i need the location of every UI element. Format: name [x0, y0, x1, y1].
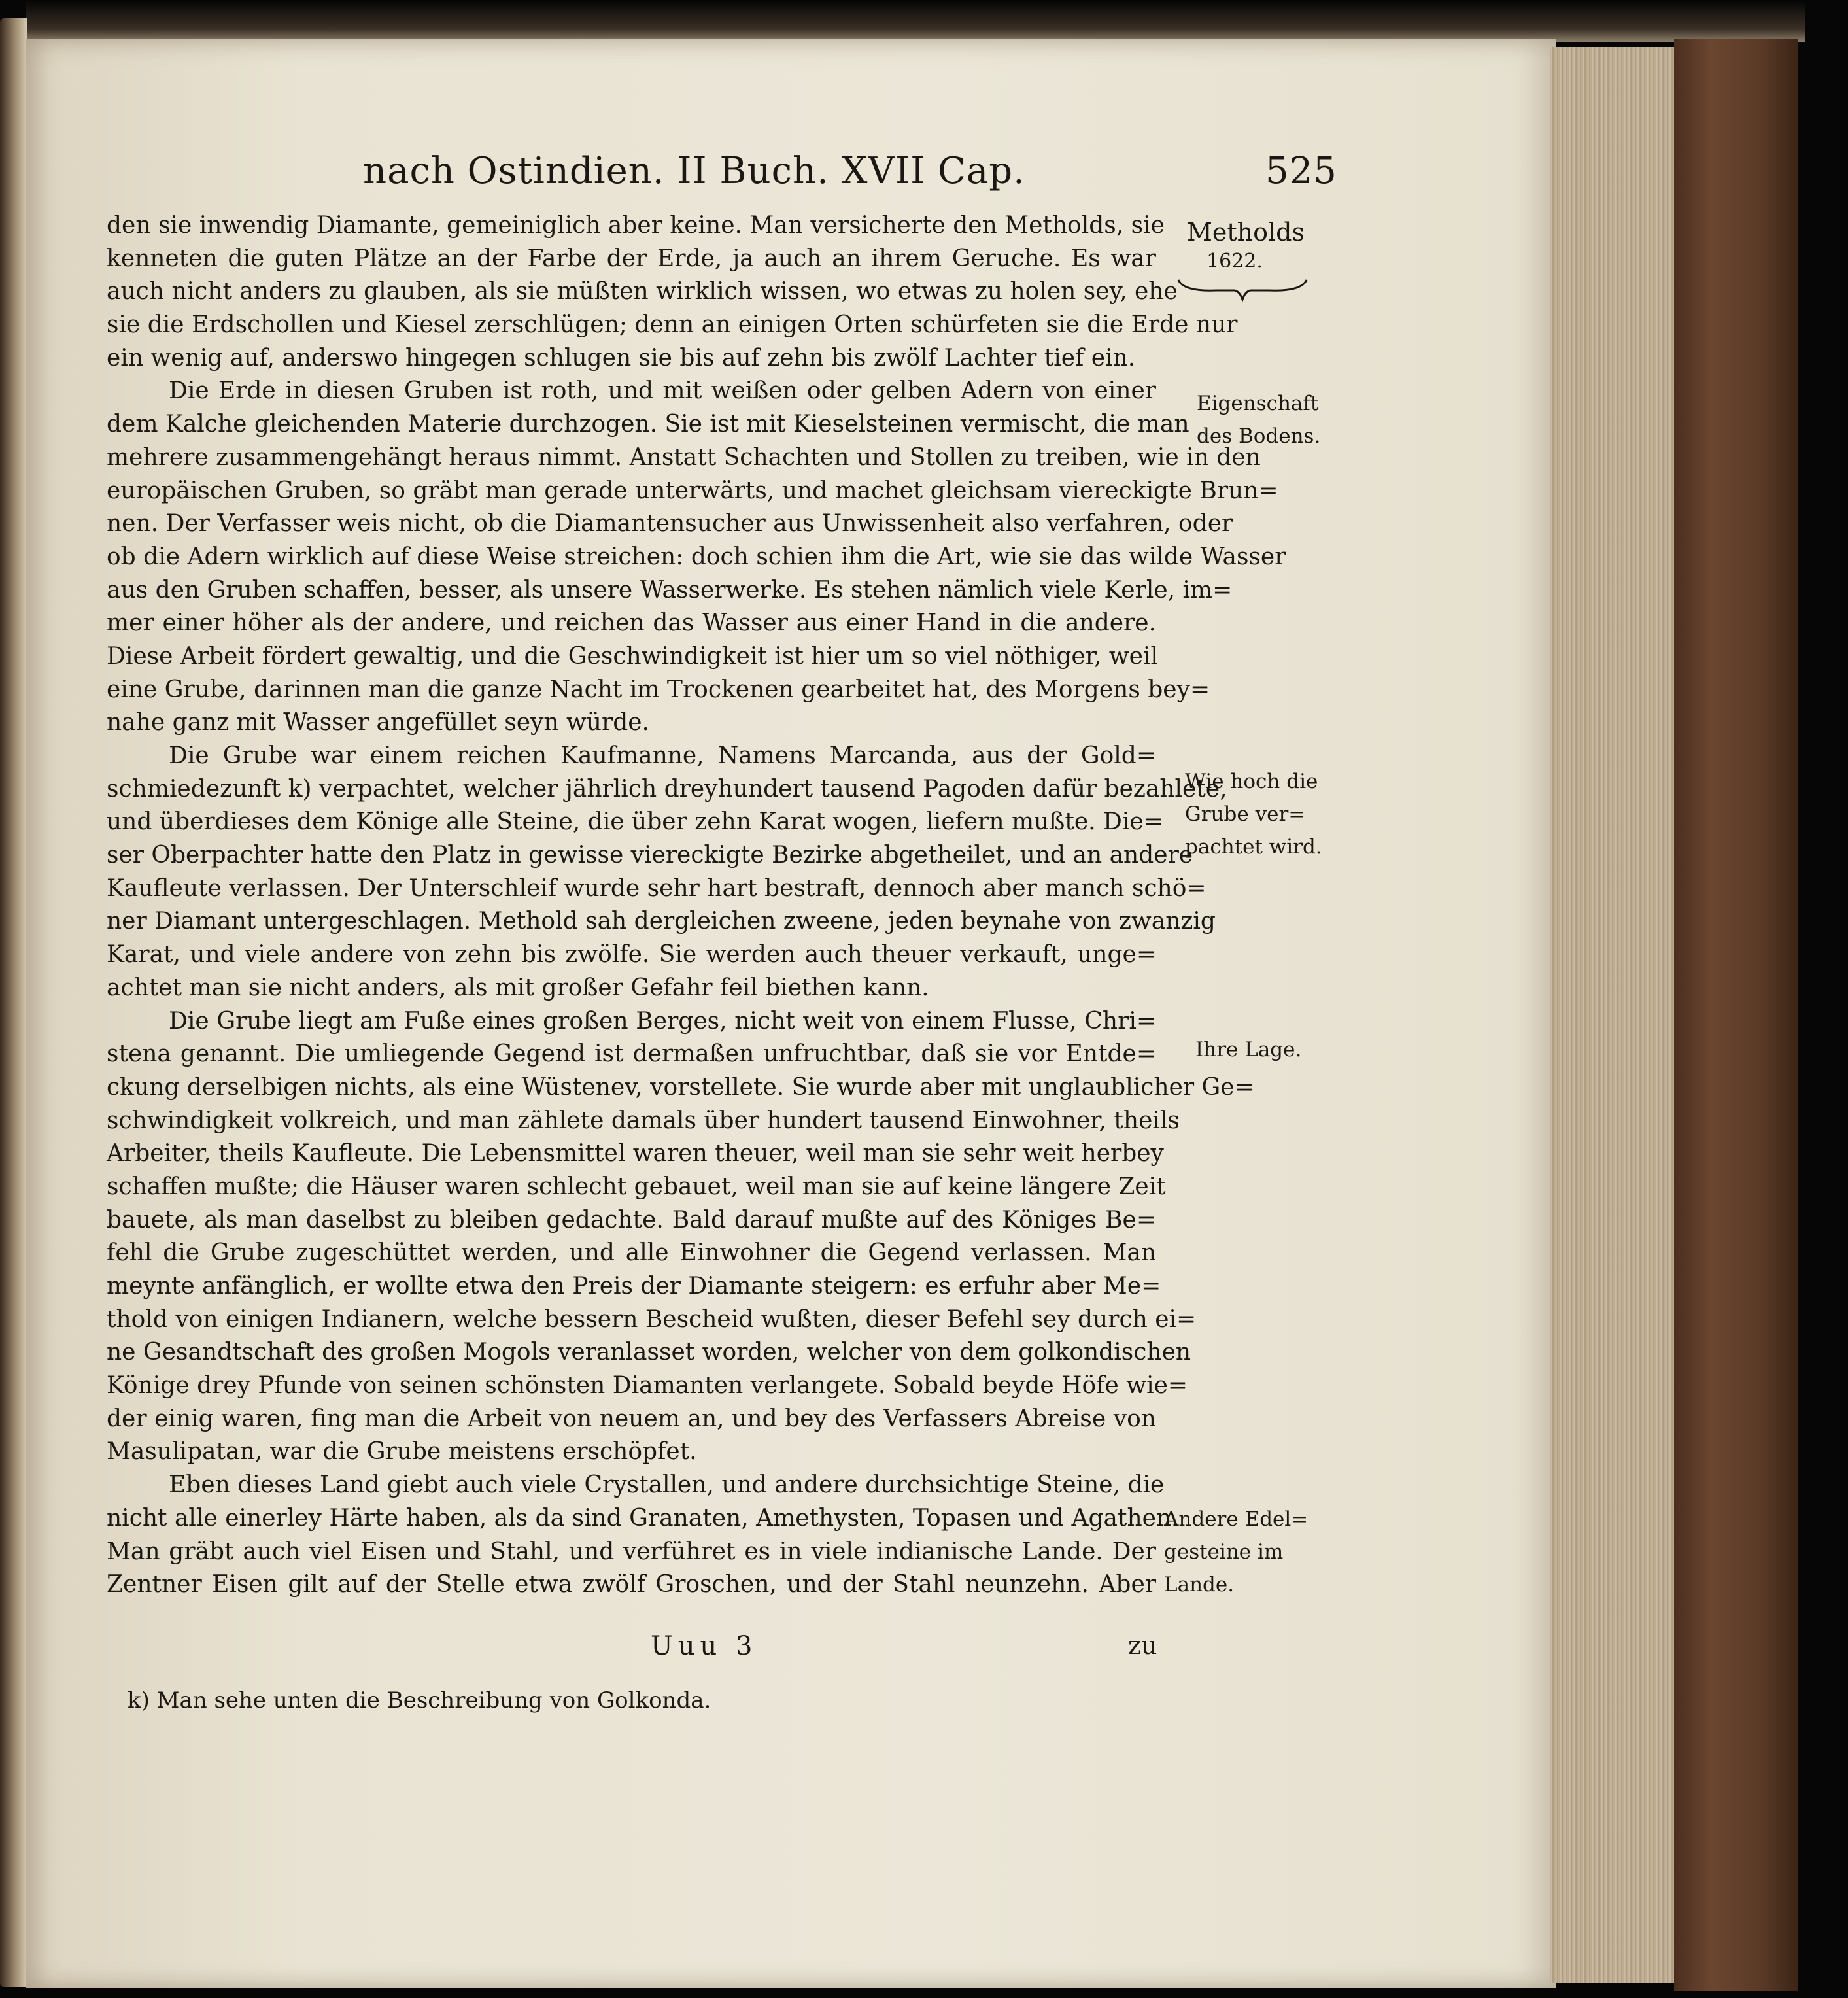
margin-note-gemstones — [1164, 1503, 1308, 1601]
catchword: zu — [1128, 1631, 1157, 1660]
text-line: eine Grube, darinnen man die ganze Nacht im Trockenen gearbeitet hat, des Morgens bey= — [107, 676, 1210, 703]
text-line: den sie inwendig Diamante, gemeiniglich aber keine. Man versicherte den Metholds, sie — [107, 212, 1165, 239]
margin-note-line: Andere Edel= — [1164, 1507, 1309, 1531]
text-line: achtet man sie nicht anders, als mit großer Gefahr feil biethen kann. — [107, 974, 929, 1001]
text-line: ein wenig auf, anderswo hingegen schlugen sie bis auf zehn bis zwölf Lachter tief ein. — [107, 344, 1136, 371]
scan-top-border — [26, 0, 1805, 42]
text-line: ckung derselbigen nichts, als eine Wüstenev, vorstellete. Sie wurde aber mit unglaublicher Ge= — [107, 1073, 1254, 1101]
page-number: 525 — [1265, 150, 1337, 192]
footnote: k) Man sehe unten die Beschreibung von Golkonda. — [128, 1687, 711, 1714]
text-line: stena genannt. Die umliegende Gegend ist dermaßen unfruchtbar, daß sie vor Entde= — [107, 1041, 1156, 1068]
text-line: schwindigkeit volkreich, und man zählete damals über hundert tausend Einwohner, theils — [107, 1107, 1180, 1134]
text-line: Die Erde in diesen Gruben ist roth, und mit weißen oder gelben Adern von einer — [169, 377, 1156, 405]
book-cover-edge — [1674, 39, 1798, 1991]
page-fore-edge — [1550, 47, 1677, 1983]
text-line: Die Grube liegt am Fuße eines großen Berges, nicht weit von einem Flusse, Chri= — [169, 1007, 1156, 1035]
margin-note-name: Metholds — [1187, 218, 1305, 247]
text-line: dem Kalche gleichenden Materie durchzogen. Sie ist mit Kieselsteinen vermischt, die man — [107, 411, 1189, 438]
text-line: Diese Arbeit fördert gewaltig, und die Geschwindigkeit ist hier um so viel nöthiger, weil — [107, 642, 1159, 670]
text-line: mer einer höher als der andere, und reichen das Wasser aus einer Hand in die andere. — [107, 610, 1156, 637]
text-line: Masulipatan, war die Grube meistens erschöpfet. — [107, 1438, 697, 1466]
running-header — [363, 145, 1337, 198]
text-line: der einig waren, fing man die Arbeit von neuem an, und bey des Verfassers Abreise von — [107, 1405, 1156, 1432]
text-line: mehrere zusammengehängt heraus nimmt. Anstatt Schachten und Stollen zu treiben, wie in den — [107, 443, 1261, 471]
margin-note-line: pachtet wird. — [1185, 835, 1322, 859]
text-line: meynte anfänglich, er wollte etwa den Preis der Diamante steigern: es erfuhr aber Me= — [107, 1273, 1161, 1300]
text-line: Die Grube war einem reichen Kaufmanne, Namens Marcanda, aus der Gold= — [169, 742, 1156, 769]
running-title: nach Ostindien. II Buch. XVII Cap. — [363, 150, 1025, 192]
book-left-edge — [0, 18, 27, 1987]
text-line: nicht alle einerley Härte haben, als da sind Granaten, Amethysten, Topasen und Agathen. — [107, 1504, 1179, 1532]
text-line: ner Diamant untergeschlagen. Methold sah dergleichen zweene, jeden beynahe von zwanzig — [107, 908, 1216, 935]
text-line: kenneten die guten Plätze an der Farbe der Erde, ja auch an ihrem Geruche. Es war — [107, 245, 1156, 272]
margin-note-location — [1195, 1033, 1301, 1066]
margin-note-line: des Bodens. — [1197, 424, 1321, 448]
text-line: ob die Adern wirklich auf diese Weise streichen: doch schien ihm die Art, wie sie das wilde Wasser — [107, 543, 1286, 570]
text-line: Könige drey Pfunde von seinen schönsten Diamanten verlangete. Sobald beyde Höfe wie= — [107, 1372, 1188, 1400]
text-line: und überdieses dem Könige alle Steine, die über zehn Karat wogen, liefern mußte. Die= — [107, 808, 1163, 836]
margin-note-metholds — [1187, 216, 1305, 275]
margin-note-soil — [1197, 387, 1320, 453]
text-line: ne Gesandtschaft des großen Mogols veranlasset worden, welcher von dem golkondischen — [107, 1339, 1191, 1366]
text-line: auch nicht anders zu glauben, als sie müßten wirklich wissen, wo etwas zu holen sey, ehe — [107, 278, 1178, 305]
text-line: Eben dieses Land giebt auch viele Crystallen, und andere durchsichtige Steine, die — [169, 1472, 1165, 1499]
margin-note-line: gesteine im — [1164, 1540, 1284, 1564]
text-line: nen. Der Verfasser weis nicht, ob die Diamantensucher aus Unwissenheit also verfahren, oder — [107, 510, 1233, 538]
text-line: fehl die Grube zugeschüttet werden, und alle Einwohner die Gegend verlassen. Man — [107, 1239, 1156, 1267]
text-line: ser Oberpachter hatte den Platz in gewisse viereckigte Bezirke abgetheilet, und an andere — [107, 842, 1193, 869]
margin-note-line: Grube ver= — [1185, 802, 1306, 826]
text-line: aus den Gruben schaffen, besser, als unsere Wasserwerke. Es stehen nämlich viele Kerle, im= — [107, 576, 1233, 604]
margin-note-year: 1622. — [1206, 250, 1263, 273]
text-line: sie die Erdschollen und Kiesel zerschlügen; denn an einigen Orten schürfeten sie die Erde nur — [107, 311, 1238, 339]
margin-note-line: Ihre Lage. — [1195, 1038, 1302, 1061]
text-line: Karat, und viele andere von zehn bis zwölfe. Sie werden auch theuer verkauft, unge= — [107, 941, 1156, 969]
margin-note-line: Eigenschaft — [1197, 392, 1319, 415]
text-line: Kaufleute verlassen. Der Unterschleif wurde sehr hart bestraft, dennoch aber manch schö= — [107, 874, 1206, 902]
margin-note-lease — [1185, 765, 1322, 863]
text-line: bauete, als man daselbst zu bleiben gedachte. Bald darauf mußte auf des Königes Be= — [107, 1206, 1156, 1233]
text-line: Zentner Eisen gilt auf der Stelle etwa zwölf Groschen, und der Stahl neunzehn. Aber — [107, 1571, 1156, 1598]
text-line: schmiedezunft k) verpachtet, welcher jährlich dreyhundert tausend Pagoden dafür bezahlete, — [107, 775, 1227, 802]
text-line: schaffen mußte; die Häuser waren schlecht gebauet, weil man sie auf keine längere Zeit — [107, 1173, 1166, 1200]
text-line: thold von einigen Indianern, welche bessern Bescheid wußten, dieser Befehl sey durch ei= — [107, 1305, 1197, 1333]
text-line: Arbeiter, theils Kaufleute. Die Lebensmittel waren theuer, weil man sie sehr weit herbey — [107, 1140, 1164, 1167]
text-line: europäischen Gruben, so gräbt man gerade unterwärts, und machet gleichsam viereckigte Brun= — [107, 477, 1278, 504]
signature-mark: Uuu 3 — [651, 1631, 758, 1661]
margin-note-line: Wie hoch die — [1185, 770, 1318, 793]
brace-ornament — [1177, 277, 1308, 303]
margin-note-line: Lande. — [1164, 1573, 1235, 1596]
text-line: nahe ganz mit Wasser angefüllet seyn würde. — [107, 709, 649, 736]
text-line: Man gräbt auch viel Eisen und Stahl, und verführet es in viele indianische Lande. Der — [107, 1538, 1156, 1565]
